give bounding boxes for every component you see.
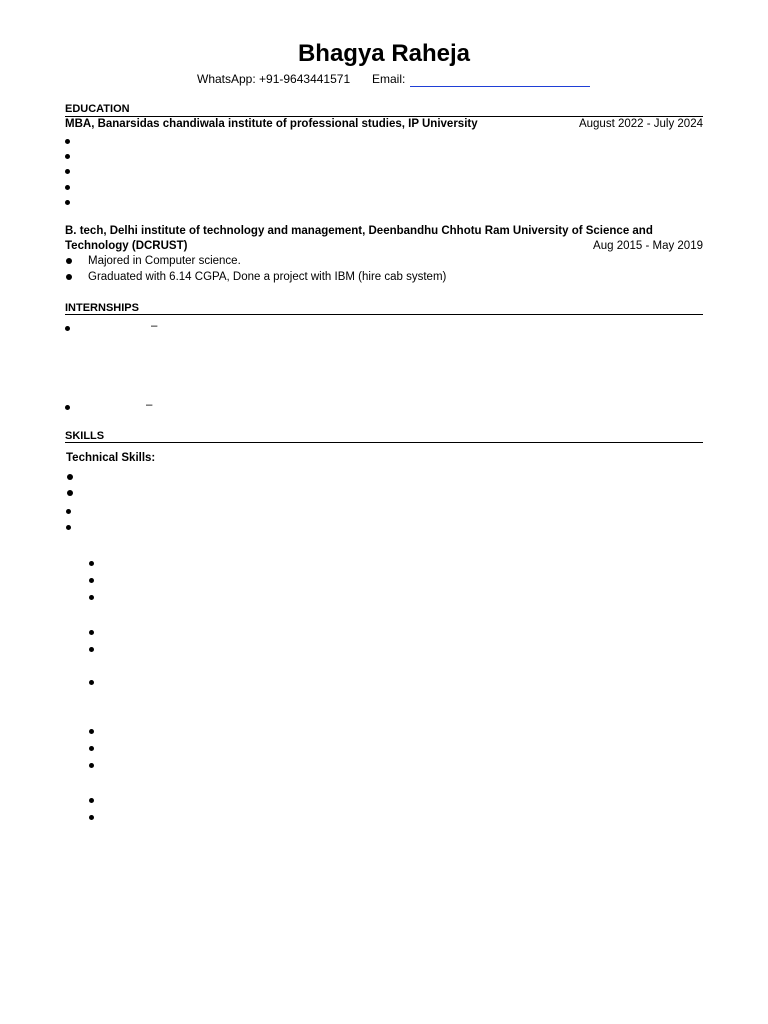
bullet-icon xyxy=(66,258,72,264)
education-entry-btech-dates: Aug 2015 - May 2019 xyxy=(593,240,703,252)
bullet-icon xyxy=(66,274,72,280)
bullet-icon xyxy=(65,200,70,205)
bullet-icon xyxy=(89,680,94,685)
bullet-icon xyxy=(66,525,71,530)
education-heading: EDUCATION xyxy=(65,103,130,115)
internship-dash: – xyxy=(151,320,158,332)
bullet-icon xyxy=(89,630,94,635)
internships-divider xyxy=(65,314,703,315)
bullet-icon xyxy=(65,139,70,144)
bullet-icon xyxy=(89,578,94,583)
internship-dash: – xyxy=(146,399,153,411)
bullet-icon xyxy=(89,798,94,803)
bullet-icon xyxy=(89,746,94,751)
bullet-icon xyxy=(67,474,73,480)
education-entry-btech-line1: B. tech, Delhi institute of technology and management, Deenbandhu Chhotu Ram University of Science and xyxy=(65,225,653,237)
skills-divider xyxy=(65,442,703,443)
candidate-name: Bhagya Raheja xyxy=(297,40,471,67)
bullet-icon xyxy=(89,647,94,652)
technical-skills-label: Technical Skills: xyxy=(66,452,156,464)
bullet-icon xyxy=(89,561,94,566)
list-item: Majored in Computer science. xyxy=(88,255,241,267)
bullet-icon xyxy=(67,490,73,496)
whatsapp-contact: WhatsApp: +91-9643441571 xyxy=(197,72,351,86)
bullet-icon xyxy=(65,169,70,174)
bullet-icon xyxy=(89,729,94,734)
list-item: Graduated with 6.14 CGPA, Done a project with IBM (hire cab system) xyxy=(88,271,447,283)
bullet-icon xyxy=(65,154,70,159)
bullet-icon xyxy=(65,185,70,190)
bullet-icon xyxy=(89,595,94,600)
internships-heading: INTERNSHIPS xyxy=(65,302,139,314)
education-entry-mba-dates: August 2022 - July 2024 xyxy=(578,118,703,130)
bullet-icon xyxy=(89,815,94,820)
education-entry-mba: MBA, Banarsidas chandiwala institute of professional studies, IP University xyxy=(65,118,478,130)
bullet-icon xyxy=(66,509,71,514)
skills-heading: SKILLS xyxy=(65,430,105,442)
education-divider xyxy=(65,116,703,117)
email-link-underline[interactable] xyxy=(410,86,590,87)
email-label: Email: xyxy=(372,72,406,86)
bullet-icon xyxy=(65,326,70,331)
education-entry-btech-line2: Technology (DCRUST) xyxy=(65,240,188,252)
bullet-icon xyxy=(89,763,94,768)
bullet-icon xyxy=(65,405,70,410)
